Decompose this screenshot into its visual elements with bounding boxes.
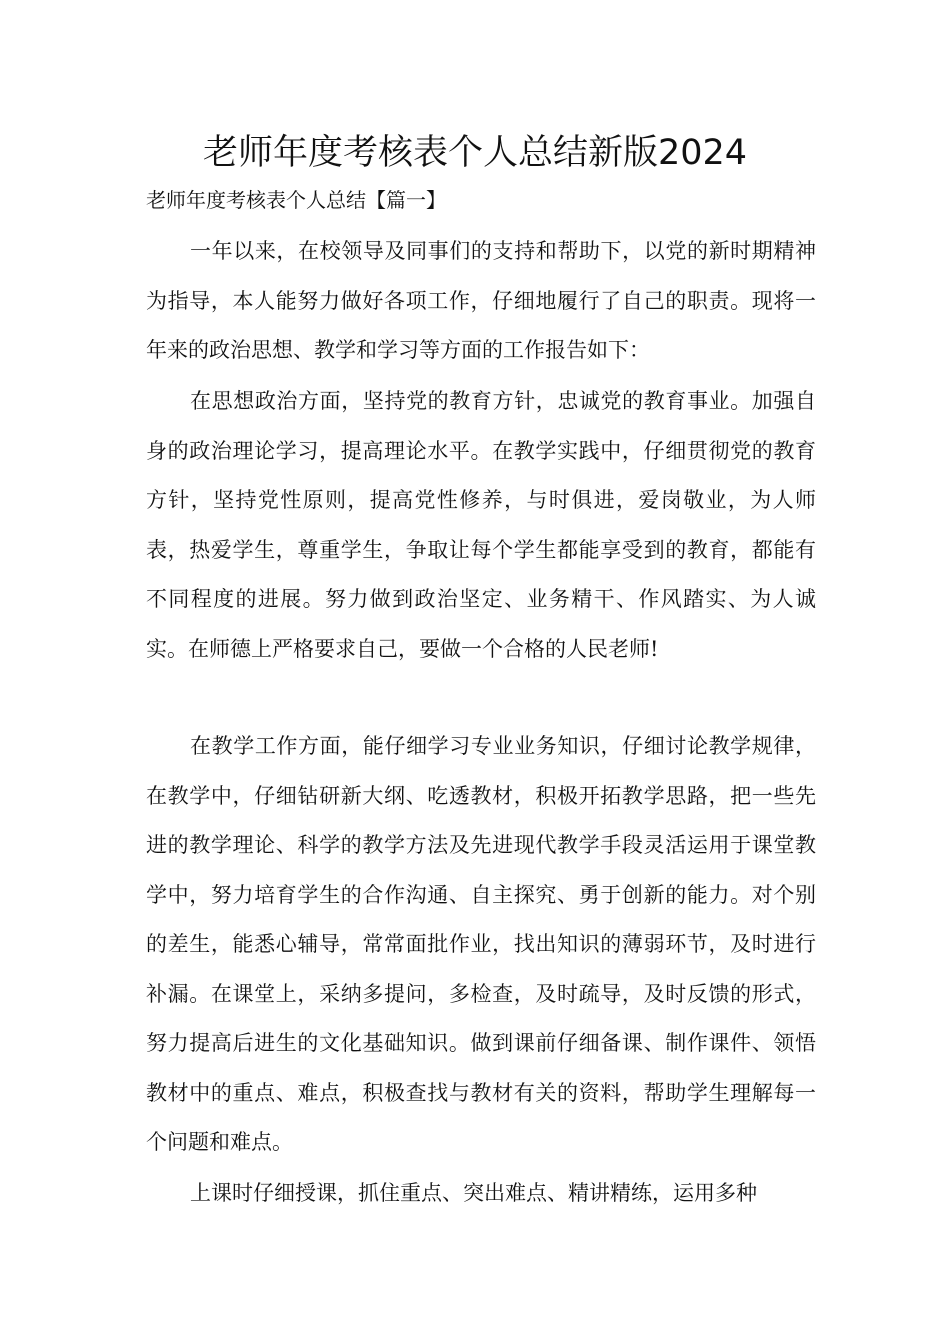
paragraph-4: 上课时仔细授课，抓住重点、突出难点、精讲精练，运用多种 — [190, 1181, 757, 1205]
document-subtitle: 老师年度考核表个人总结【篇一】 — [146, 188, 446, 212]
paragraph-2: 在思想政治方面，坚持党的教育方针，忠诚党的教育事业。加强自身的政治理论学习，提高理论水平。在教学实践中，仔细贯彻党的教育方针，坚持党性原则，提高党性修养，与时俱进，爱岗敬业，为人师表，热爱学生，尊重学生，争取让每个学生都能享受到的教育，都能有不同程度的进展。努力做到政治坚定、业务精干、作风踏实、为人诚实。在师德上严格要求自己，要做一个合格的人民老师! — [146, 389, 816, 661]
paragraph-3: 在教学工作方面，能仔细学习专业业务知识，仔细讨论教学规律，在教学中，仔细钻研新大纲、吃透教材，积极开拓教学思路，把一些先进的教学理论、科学的教学方法及先进现代教学手段灵活运用于课堂教学中，努力培育学生的合作沟通、自主探究、勇于创新的能力。对个别的差生，能悉心辅导，常常面批作业，找出知识的薄弱环节，及时进行补漏。在课堂上，采纳多提问，多检查，及时疏导，及时反馈的形式，努力提高后进生的文化基础知识。做到课前仔细备课、制作课件、领悟教材中的重点、难点，积极查找与教材有关的资料，帮助学生理解每一个问题和难点。 — [146, 734, 816, 1154]
document-title: 老师年度考核表个人总结新版2024 — [202, 133, 748, 173]
paragraph-1: 一年以来，在校领导及同事们的支持和帮助下，以党的新时期精神为指导，本人能努力做好各项工作，仔细地履行了自己的职责。现将一年来的政治思想、教学和学习等方面的工作报告如下： — [146, 239, 816, 362]
